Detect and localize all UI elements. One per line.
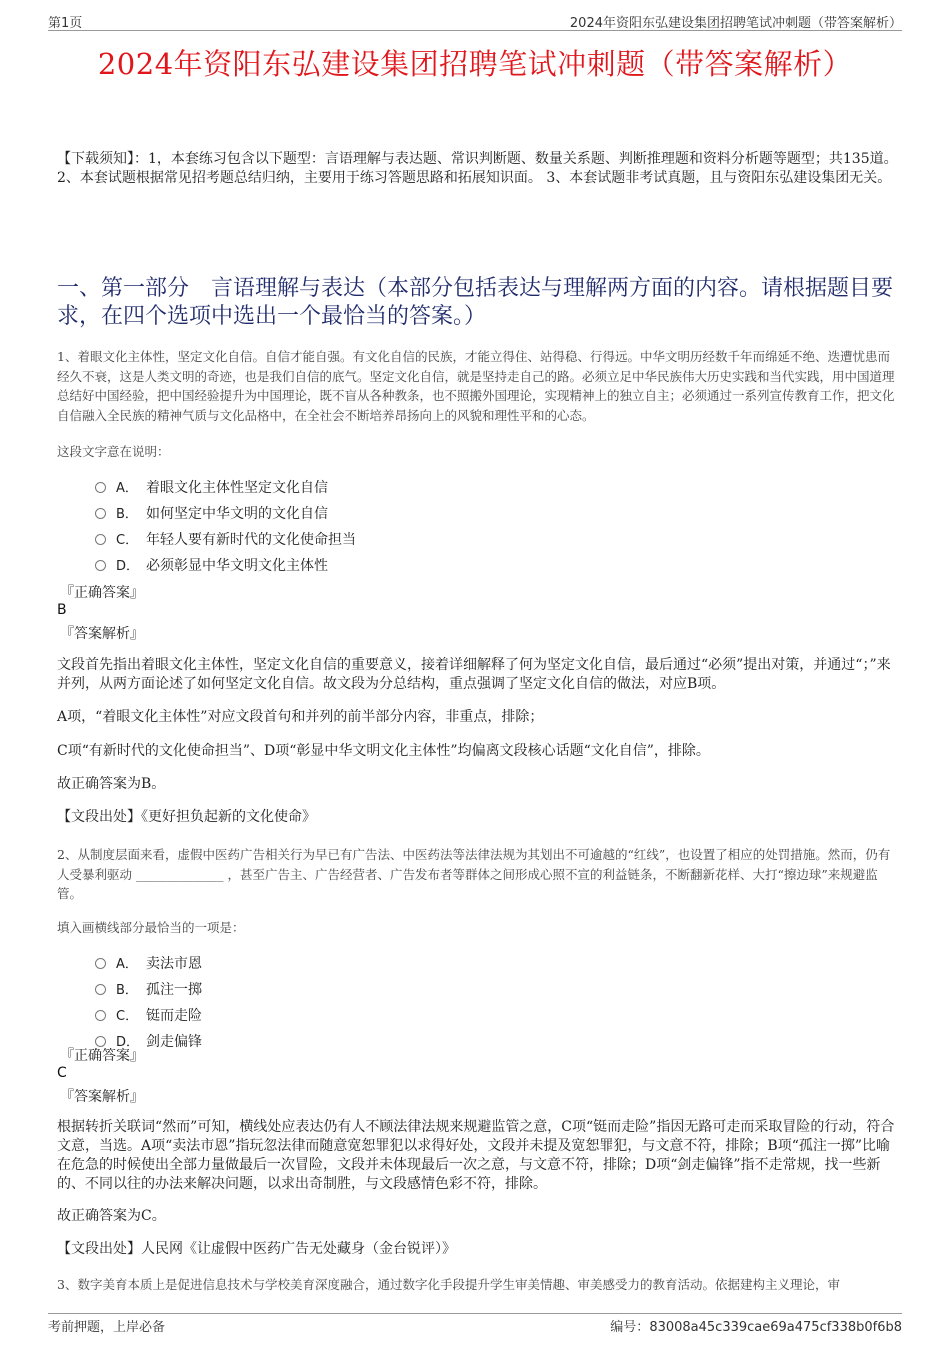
- page-number: 第1页: [48, 16, 83, 31]
- q2-analysis-para: 故正确答案为C。: [57, 1208, 166, 1224]
- question-2-text: 2、从制度层面来看，虚假中医药广告相关行为早已有广告法、中医药法等法律法规为其划出不可逾越的“红线”，也设置了相应的处罚措施。然而，仍有人受暴利驱动 ______________ ，甚至广告主、广告经营者、广告发布者等群体之间形成心照不宣的利益链条，不断翻新花样、大打“擦边球”来规避监管。: [57, 847, 891, 901]
- question-2-prompt: 填入画横线部分最恰当的一项是：: [57, 920, 245, 935]
- q2-option-c[interactable]: C． 铤而走险: [95, 1005, 202, 1025]
- header-doc-title: 2024年资阳东弘建设集团招聘笔试冲刺题（带答案解析）: [569, 16, 902, 31]
- question-1-prompt: 这段文字意在说明：: [57, 444, 170, 459]
- q1-answer-label: 『正确答案』: [60, 585, 144, 601]
- q1-analysis-para: A项，“着眼文化主体性”对应文段首句和并列的前半部分内容，非重点，排除；: [57, 709, 544, 725]
- q1-option-b[interactable]: B． 如何坚定中华文明的文化自信: [95, 503, 328, 523]
- page-footer: [48, 1313, 902, 1334]
- radio-icon[interactable]: [95, 984, 106, 995]
- q1-option-c[interactable]: C． 年轻人要有新时代的文化使命担当: [95, 529, 356, 549]
- section-heading: 一、第一部分 言语理解与表达（本部分包括表达与理解两方面的内容。请根据题目要求，在四个选项中选出一个最恰当的答案。）: [57, 276, 894, 329]
- q2-option-a[interactable]: A． 卖法市恩: [95, 953, 202, 973]
- footer-slogan: 考前押题，上岸必备: [48, 1320, 166, 1335]
- q1-option-d[interactable]: D． 必须彰显中华文明文化主体性: [95, 555, 328, 575]
- page-header: [48, 8, 902, 31]
- q2-analysis-label: 『答案解析』: [60, 1089, 144, 1105]
- radio-icon[interactable]: [95, 560, 106, 571]
- question-1-text: 1、着眼文化主体性，坚定文化自信。自信才能自强。有文化自信的民族，才能立得住、站得稳、行得远。中华文明历经数千年而绵延不绝、迭遭忧患而经久不衰，这是人类文明的奇迹，也是我们自信的底气。坚定文化自信，就是坚持走自己的路。必须立足中华民族伟大历史实践和当代实践，用中国道理总结好中国经验，把中国经验提升为中国理论，既不盲从各种教条，也不照搬外国理论，实现精神上的独立自主；必须通过一系列宣传教育工作，把文化自信融入全民族的精神气质与文化品格中，在全社会不断培养昂扬向上的风貌和理性平和的心态。: [57, 349, 895, 423]
- q1-analysis-para: 故正确答案为B。: [57, 776, 166, 792]
- q2-answer-label: 『正确答案』: [60, 1048, 144, 1064]
- q1-source: 【文段出处】《更好担负起新的文化使命》: [57, 809, 316, 825]
- q1-option-a[interactable]: A． 着眼文化主体性坚定文化自信: [95, 477, 328, 497]
- q1-analysis-label: 『答案解析』: [60, 626, 144, 642]
- download-notice: 【下载须知】：1，本套练习包含以下题型：言语理解与表达题、常识判断题、数量关系题、判断推理题和资料分析题等题型；共135道。 2、本套试题根据常见招考题总结归纳，主要用于练习答题思路和拓展知识面。 3、本套试题非考试真题，且与资阳东弘建设集团无关。: [57, 151, 898, 186]
- footer-code: 编号：83008a45c339cae69a475cf338b0f6b8: [610, 1320, 902, 1335]
- q1-analysis-para: 文段首先指出着眼文化主体性，坚定文化自信的重要意义，接着详细解释了何为坚定文化自信，最后通过“必须”提出对策，并通过“；”来并列，从两方面论述了如何坚定文化自信。故文段为分总结构，重点强调了坚定文化自信的做法，对应B项。: [57, 657, 891, 692]
- document-title: 2024年资阳东弘建设集团招聘笔试冲刺题（带答案解析）: [97, 47, 853, 81]
- q1-analysis-para: C项“有新时代的文化使命担当”、D项“彰显中华文明文化主体性”均偏离文段核心话题“文化自信”，排除。: [57, 743, 710, 759]
- radio-icon[interactable]: [95, 1010, 106, 1021]
- q2-source: 【文段出处】人民网《让虚假中医药广告无处藏身（金台锐评）》: [57, 1241, 456, 1257]
- q2-answer: C: [57, 1065, 67, 1081]
- q1-answer: B: [57, 602, 67, 618]
- radio-icon[interactable]: [95, 482, 106, 493]
- q2-option-b[interactable]: B． 孤注一掷: [95, 979, 202, 999]
- q2-analysis-para: 根据转折关联词“然而”可知，横线处应表达仍有人不顾法律法规来规避监管之意，C项“铤而走险”指因无路可走而采取冒险的行动，符合文意，当选。A项“卖法市恩”指玩忽法律而随意宽恕罪犯以求得好处，文段并未提及宽恕罪犯，与文意不符，排除；B项“孤注一掷”比喻在危急的时候使出全部力量做最后一次冒险，文段并未体现最后一次之意，与文意不符，排除；D项“剑走偏锋”指不走常规，找一些新的、不同以往的办法来解决问题，以求出奇制胜，与文段感情色彩不符，排除。: [57, 1119, 895, 1192]
- question-3-text: 3、数字美育本质上是促进信息技术与学校美育深度融合，通过数字化手段提升学生审美情趣、审美感受力的教育活动。依据建构主义理论，审: [57, 1277, 840, 1292]
- radio-icon[interactable]: [95, 508, 106, 519]
- radio-icon[interactable]: [95, 534, 106, 545]
- radio-icon[interactable]: [95, 958, 106, 969]
- q2-option-d[interactable]: D． 剑走偏锋: [95, 1031, 202, 1051]
